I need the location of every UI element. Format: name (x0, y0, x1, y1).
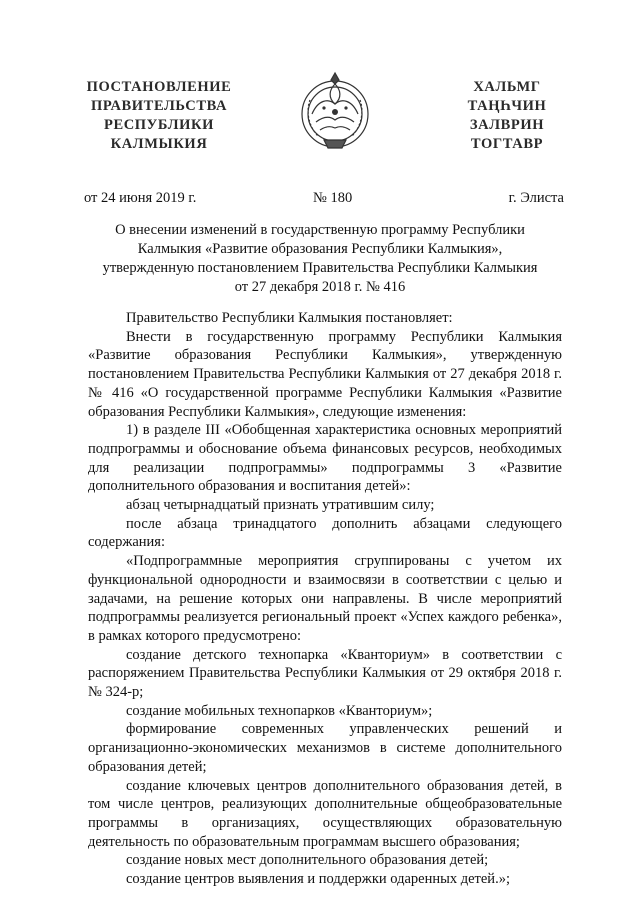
paragraph: создание центров выявления и поддержки одаренных детей.»; (126, 871, 510, 888)
header-line: ПРАВИТЕЛЬСТВА (90, 98, 228, 114)
paragraph: после абзаца тринадцатого дополнить абзацами следующего содержания: (88, 515, 562, 551)
header-russian (64, 78, 254, 154)
title-line: от 27 декабря 2018 г. № 416 (234, 279, 406, 295)
paragraph: абзац четырнадцатый признать утратившим силу; (126, 497, 435, 514)
header-line: ПОСТАНОВЛЕНИЕ (86, 79, 232, 95)
paragraph: Правительство Республики Калмыкия постановляет: (126, 310, 453, 326)
title-line: утвержденную постановлением Правительства Республики Калмыкия (102, 260, 538, 276)
document-title (70, 221, 570, 297)
paragraph: формирование современных управленческих решений и организационно-экономических механизмов в системе дополнительного образования детей; (88, 721, 562, 775)
header-kalmyk (432, 78, 582, 154)
paragraph: 1) в разделе III «Обобщенная характеристика основных мероприятий подпрограммы и обоснование объема финансовых ресурсов, необходимых для реализации подпрограммы» подпрограммы 3 «Развитие дополнительного образования и воспитания детей»: (88, 422, 562, 495)
paragraph: создание мобильных технопарков «Кванториум»; (126, 702, 433, 719)
header-line: КАЛМЫКИЯ (110, 136, 208, 152)
header-line: ЗАЛВРИН (469, 117, 545, 133)
document-body (88, 309, 562, 889)
paragraph: Внести в государственную программу Республики Калмыкия «Развитие образования Республики Калмыкия», утвержденную постановлением Правительства Республики Калмыкия от 27 декабря 2018 г. № 416 «О государственной программе Республики Калмыкия «Развитие образования Республики Калмыкия», следующие изменения: (88, 328, 562, 420)
date-line (84, 190, 564, 210)
title-line: Калмыкия «Развитие образования Республики Калмыкия», (137, 241, 503, 257)
header-line: РЕСПУБЛИКИ (103, 117, 215, 133)
paragraph: создание новых мест дополнительного образования детей; (126, 852, 489, 869)
title-line: О внесении изменений в государственную программу Республики (115, 222, 525, 238)
paragraph: «Подпрограммные мероприятия сгруппированы с учетом их функциональной однородности и взаимосвязи в соответствии с целью и задачами, на решение которых они направлены. В числе мероприятий подпрограммы реализуется региональный проект «Успех каждого ребенка», в рамках которого предусмотрено: (88, 553, 562, 644)
document-date: от 24 июня 2019 г. (84, 190, 197, 206)
paragraph: создание детского технопарка «Кванториум» в соответствии с распоряжением Правительства Республики Калмыкия от 29 октября 2018 г. № 324-р; (88, 646, 562, 701)
header-line: ТОГТАВР (470, 136, 544, 152)
paragraph: создание ключевых центров дополнительного образования детей, в том числе центров, реализующих дополнительные общеобразовательные программы в организациях, осуществляющих образовательную деятельность по образовательным программам высшего образования; (88, 777, 562, 850)
document-number: № 180 (313, 190, 353, 206)
header-line: ХАЛЬМГ (473, 79, 541, 95)
document-city: г. Элиста (508, 190, 564, 206)
coat-of-arms-icon (298, 70, 372, 154)
header-line: ТАҢҺЧИН (467, 98, 547, 114)
